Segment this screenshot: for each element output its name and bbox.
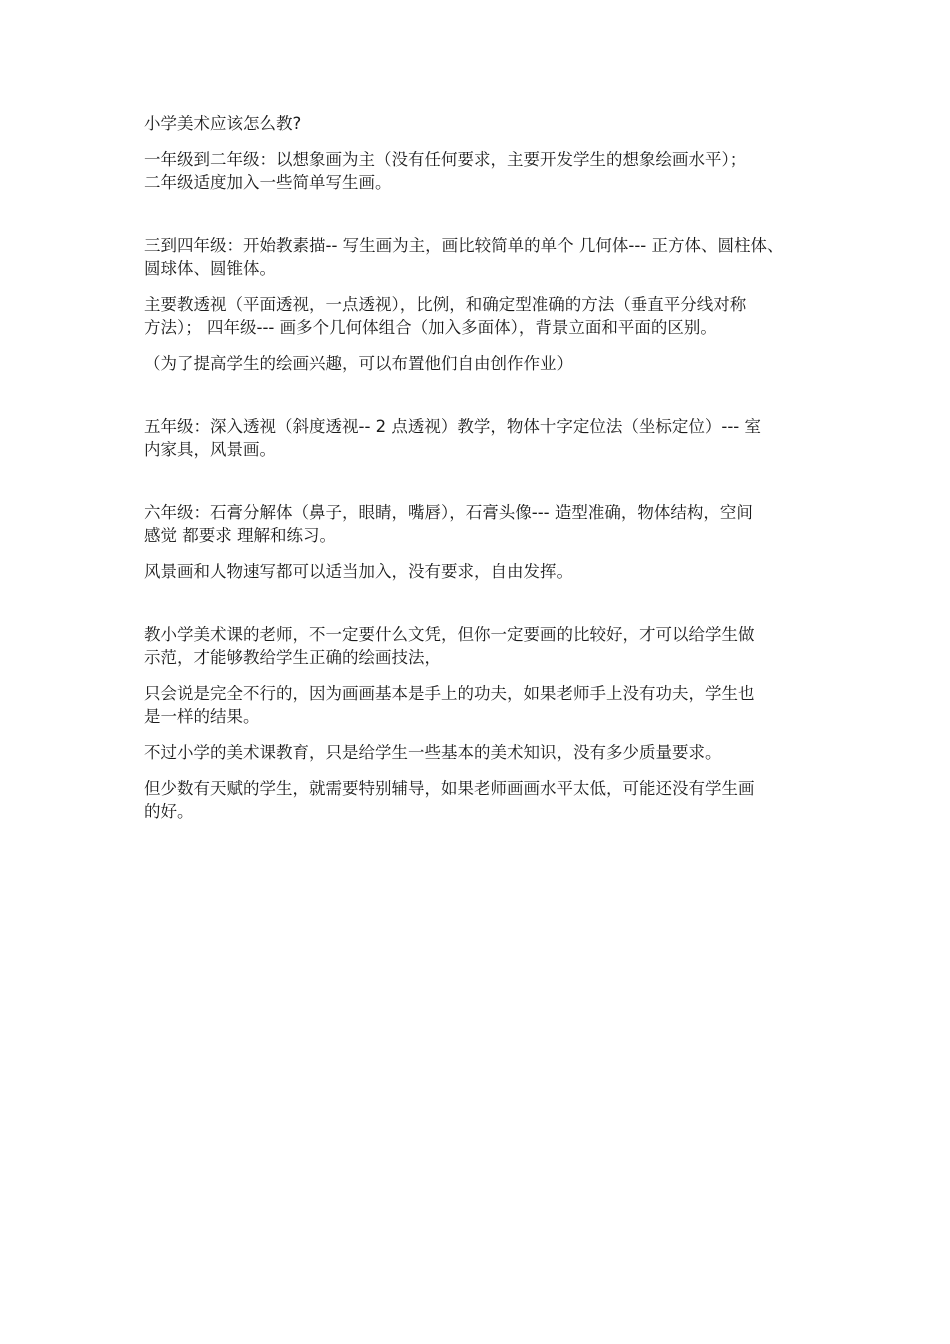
paragraph-grade-5 (144, 415, 820, 461)
paragraph-teacher (144, 623, 820, 669)
paragraph-landscape (144, 560, 820, 583)
text-line: 一年级到二年级：以想象画为主（没有任何要求，主要开发学生的想象绘画水平）； (144, 150, 747, 169)
text-line: 的好。 (144, 802, 194, 821)
text-line: 但少数有天赋的学生，就需要特别辅导，如果老师画画水平太低，可能还没有学生画 (144, 779, 755, 798)
paragraph-grade-3-4 (144, 234, 820, 280)
document-title (144, 112, 820, 135)
text-line: 示范，才能够教给学生正确的绘画技法， (144, 648, 441, 667)
text-line: 圆球体、圆锥体。 (144, 259, 276, 278)
text-line: 主要教透视（平面透视，一点透视），比例，和确定型准确的方法（垂直平分线对称 (144, 295, 747, 314)
text-line: 六年级：石膏分解体（鼻子，眼睛，嘴唇），石膏头像--- 造型准确，物体结构，空间 (144, 503, 753, 522)
paragraph-grade-6 (144, 501, 820, 547)
paragraph-basic-knowledge (144, 741, 820, 764)
paragraph-talented (144, 777, 820, 823)
text-line: 小学美术应该怎么教? (144, 114, 302, 133)
text-line: 只会说是完全不行的，因为画画基本是手上的功夫，如果老师手上没有功夫，学生也 (144, 684, 755, 703)
text-line: 教小学美术课的老师，不一定要什么文凭，但你一定要画的比较好，才可以给学生做 (144, 625, 755, 644)
paragraph-practice (144, 682, 820, 728)
paragraph-interest-note (144, 352, 820, 375)
text-line: 不过小学的美术课教育，只是给学生一些基本的美术知识，没有多少质量要求。 (144, 743, 722, 762)
text-line: 风景画和人物速写都可以适当加入，没有要求，自由发挥。 (144, 562, 573, 581)
text-line: 五年级：深入透视（斜度透视-- 2 点透视）教学，物体十字定位法（坐标定位）--- 室 (144, 417, 762, 436)
text-line: 方法）； 四年级--- 画多个几何体组合（加入多面体），背景立面和平面的区别。 (144, 318, 717, 337)
text-line: 是一样的结果。 (144, 707, 260, 726)
text-line: 内家具，风景画。 (144, 440, 276, 459)
text-line: 二年级适度加入一些简单写生画。 (144, 173, 392, 192)
paragraph-perspective (144, 293, 820, 339)
text-line: （为了提高学生的绘画兴趣，可以布置他们自由创作作业） (144, 354, 573, 373)
paragraph-grade-1-2 (144, 148, 820, 194)
document-body (144, 112, 820, 836)
text-line: 三到四年级：开始教素描-- 写生画为主，画比较简单的单个 几何体--- 正方体、圆柱体、 (144, 236, 784, 255)
text-line: 感觉 都要求 理解和练习。 (144, 526, 336, 545)
